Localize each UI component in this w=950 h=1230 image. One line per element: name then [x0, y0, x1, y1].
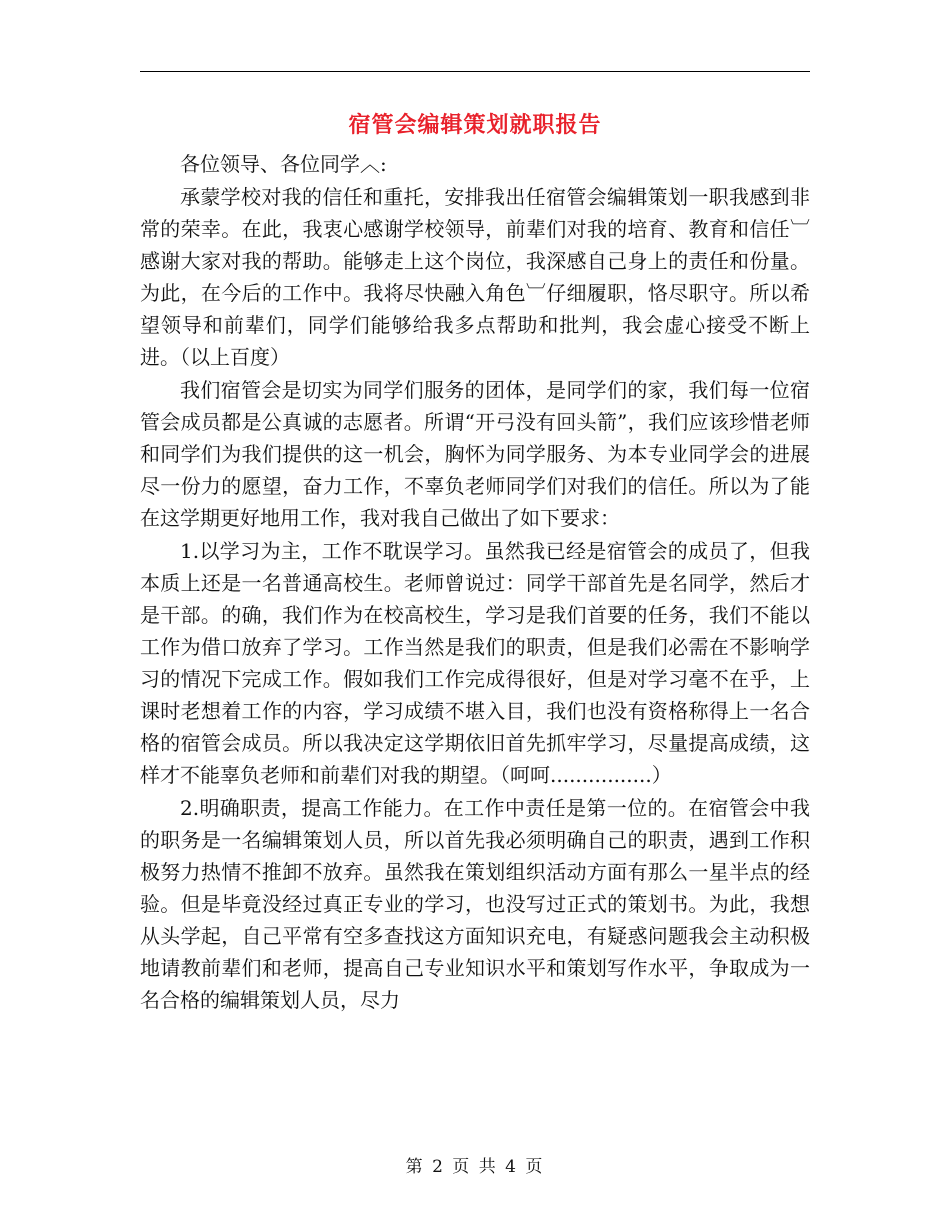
- document-title: 宿管会编辑策划就职报告: [348, 112, 602, 138]
- paragraph-intro: 承蒙学校对我的信任和重托，安排我出任宿管会编辑策划一职我感到非常的荣幸。在此，我衷心感谢学校领导，前辈们对我的培育、教育和信任︺感谢大家对我的帮助。能够走上这个岗位，我深感自己身上的责任和份量。为此，在今后的工作中。我将尽快融入角色︺仔细履职，恪尽职守。所以希望领导和前辈们，同学们能够给我多点帮助和批判，我会虚心接受不断上进。（以上百度）: [140, 185, 810, 369]
- paragraph-point-1: 1.以学习为主，工作不耽误学习。虽然我已经是宿管会的成员了，但我本质上还是一名普通高校生。老师曾说过：同学干部首先是名同学，然后才是干部。的确，我们作为在校高校生，学习是我们首要的任务，我们不能以工作为借口放弃了学习。工作当然是我们的职责，但是我们必需在不影响学习的情况下完成工作。假如我们工作完成得很好，但是对学习毫不在乎，上课时老想着工作的内容，学习成绩不堪入目，我们也没有资格称得上一名合格的宿管会成员。所以我决定这学期依旧首先抓牢学习，尽量提高成绩，这样才不能辜负老师和前辈们对我的期望。（呵呵................）: [140, 539, 810, 787]
- salutation: 各位领导、各位同学︿:: [180, 152, 387, 176]
- page-number: 第 2 页 共 4 页: [405, 1157, 545, 1177]
- document-body: [140, 148, 810, 1016]
- paragraph-mission: 我们宿管会是切实为同学们服务的团体，是同学们的家，我们每一位宿管会成员都是公真诚的志愿者。所谓“开弓没有回头箭”，我们应该珍惜老师和同学们为我们提供的这一机会，胸怀为同学服务、为本专业同学会的进展尽一份力的愿望，奋力工作，不辜负老师同学们对我们的信任。所以为了能在这学期更好地用工作，我对我自己做出了如下要求：: [140, 378, 810, 530]
- header-rule: [140, 71, 810, 72]
- paragraph-point-2: 2.明确职责，提高工作能力。在工作中责任是第一位的。在宿管会中我的职务是一名编辑策划人员，所以首先我必须明确自己的职责，遇到工作积极努力热情不推卸不放弃。虽然我在策划组织活动方面有那么一星半点的经验。但是毕竟没经过真正专业的学习，也没写过正式的策划书。为此，我想从头学起，自己平常有空多查找这方面知识充电，有疑惑问题我会主动积极地请教前辈们和老师，提高自己专业知识水平和策划写作水平，争取成为一名合格的编辑策划人员，尽力: [140, 796, 810, 1012]
